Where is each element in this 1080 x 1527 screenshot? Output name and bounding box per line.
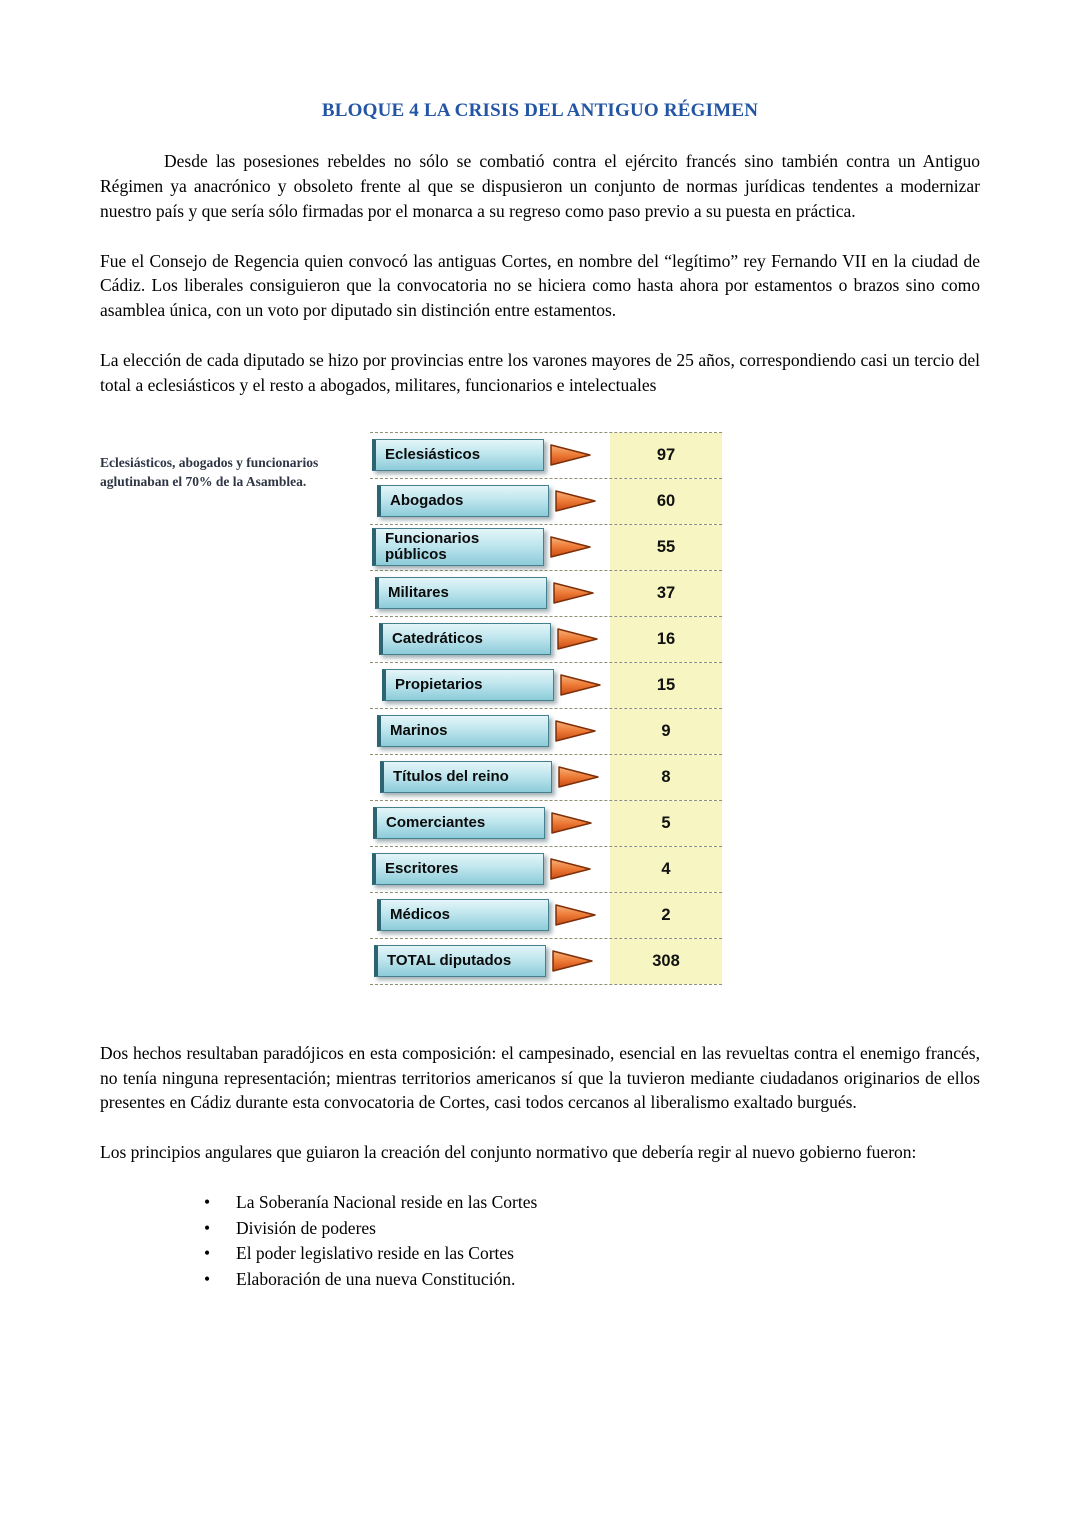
chart-value: 8 xyxy=(610,755,722,800)
chart-row xyxy=(370,893,722,939)
chart-row xyxy=(370,663,722,709)
bullet-icon: • xyxy=(204,1268,211,1289)
principles-list xyxy=(204,1190,980,1292)
chart-label: Títulos del reino xyxy=(393,768,509,786)
chart-row xyxy=(370,525,722,571)
bullet-icon: • xyxy=(204,1243,211,1264)
chart-label: Catedráticos xyxy=(392,630,483,648)
bullet-text: El poder legislativo reside en las Cortes xyxy=(236,1243,514,1264)
arrow-icon xyxy=(545,809,599,837)
chart-label-box xyxy=(373,807,545,839)
chart-value: 97 xyxy=(610,433,722,478)
list-item xyxy=(204,1216,980,1242)
chart-label: Médicos xyxy=(390,906,451,924)
chart-label-box xyxy=(372,528,544,566)
chart-label-box xyxy=(372,439,544,471)
chart-label-box xyxy=(372,853,544,885)
chart-row xyxy=(370,847,722,893)
bullet-icon: • xyxy=(204,1217,211,1238)
chart-label: Eclesiásticos xyxy=(385,446,481,464)
chart-value: 16 xyxy=(610,617,722,662)
chart-value: 2 xyxy=(610,893,722,938)
arrow-icon xyxy=(544,441,598,469)
chart-label-box xyxy=(374,945,546,977)
chart-value: 5 xyxy=(610,801,722,846)
chart-label: Escritores xyxy=(385,860,459,878)
arrow-icon xyxy=(547,579,601,607)
arrow-icon xyxy=(552,763,606,791)
chart-row xyxy=(370,801,722,847)
chart-label-box xyxy=(375,577,547,609)
chart-value: 60 xyxy=(610,479,722,524)
arrow-icon xyxy=(544,533,598,561)
chart-label-box xyxy=(382,669,554,701)
arrow-icon xyxy=(549,901,603,929)
chart-label: Abogados xyxy=(390,492,464,510)
chart-label-box xyxy=(379,623,551,655)
arrow-icon xyxy=(544,855,598,883)
chart-value: 15 xyxy=(610,663,722,708)
bullet-icon: • xyxy=(204,1192,211,1213)
chart-row xyxy=(370,755,722,801)
paragraph-intro: Desde las posesiones rebeldes no sólo se combatió contra el ejército francés sino también contra un Antiguo Régimen ya anacrónico y obsoleto frente al que se dispusieron un conjunto de normas jurídicas tendentes a modernizar nuestro país y que sería sólo firmadas por el monarca a su regreso como paso previo a su puesta en práctica. xyxy=(100,151,980,221)
chart-label: Militares xyxy=(388,584,449,602)
arrow-icon xyxy=(549,487,603,515)
cortes-composition-chart xyxy=(370,432,722,985)
list-item xyxy=(204,1190,980,1216)
chart-row xyxy=(370,479,722,525)
chart-label-box xyxy=(377,899,549,931)
arrow-icon xyxy=(549,717,603,745)
chart-label: Funcionarios públicos xyxy=(385,530,480,564)
chart-row-total xyxy=(370,939,722,985)
page-title: BLOQUE 4 LA CRISIS DEL ANTIGUO RÉGIMEN xyxy=(321,100,759,121)
chart-total-value: 308 xyxy=(610,939,722,984)
chart-value: 9 xyxy=(610,709,722,754)
list-item xyxy=(204,1241,980,1267)
arrow-icon xyxy=(554,671,608,699)
chart-row xyxy=(370,709,722,755)
chart-label-box xyxy=(377,485,549,517)
chart-row xyxy=(370,433,722,479)
chart-label-box xyxy=(380,761,552,793)
chart-label: Propietarios xyxy=(395,676,483,694)
bullet-text: Elaboración de una nueva Constitución. xyxy=(236,1268,516,1289)
list-item xyxy=(204,1267,980,1293)
bullet-text: División de poderes xyxy=(236,1217,376,1238)
bullet-text: La Soberanía Nacional reside en las Cortes xyxy=(236,1192,538,1213)
chart-total-label: TOTAL diputados xyxy=(387,952,512,970)
paragraph-consejo-regencia: Fue el Consejo de Regencia quien convocó las antiguas Cortes, en nombre del “legítimo” rey Fernando VII en la ciudad de Cádiz. Los liberales consiguieron que la convocatoria no se hiciera como hasta ahora por estamentos o brazos sino como asamblea única, con un voto por diputado sin distinción entre estamentos. xyxy=(100,250,980,321)
chart-label-box xyxy=(377,715,549,747)
paragraph-eleccion-diputados: La elección de cada diputado se hizo por provincias entre los varones mayores de 25 años, correspondiendo casi un tercio del total a eclesiásticos y el resto a abogados, militares, funcionarios e intelectuales xyxy=(100,350,980,395)
paragraph-principios: Los principios angulares que guiaron la creación del conjunto normativo que debería regir al nuevo gobierno fueron: xyxy=(100,1142,917,1163)
chart-row xyxy=(370,571,722,617)
chart-label: Marinos xyxy=(390,722,448,740)
figure-caption: Eclesiásticos, abogados y funcionarios aglutinaban el 70% de la Asamblea. xyxy=(100,454,319,489)
chart-value: 55 xyxy=(610,525,722,570)
chart-value: 37 xyxy=(610,571,722,616)
chart-value: 4 xyxy=(610,847,722,892)
chart-row xyxy=(370,617,722,663)
paragraph-hechos-paradojicos: Dos hechos resultaban paradójicos en esta composición: el campesinado, esencial en las revueltas contra el enemigo francés, no tenía ninguna representación; mientras territorios americanos sí que la tuvieron mediante ciudadanos originarios de ellos presentes en Cádiz durante esta convocatoria de Cortes, casi todos cercanos al liberalismo exaltado burgués. xyxy=(100,1042,980,1113)
arrow-icon xyxy=(551,625,605,653)
arrow-icon xyxy=(546,947,600,975)
chart-label: Comerciantes xyxy=(386,814,486,832)
cortes-composition-figure xyxy=(100,432,980,985)
